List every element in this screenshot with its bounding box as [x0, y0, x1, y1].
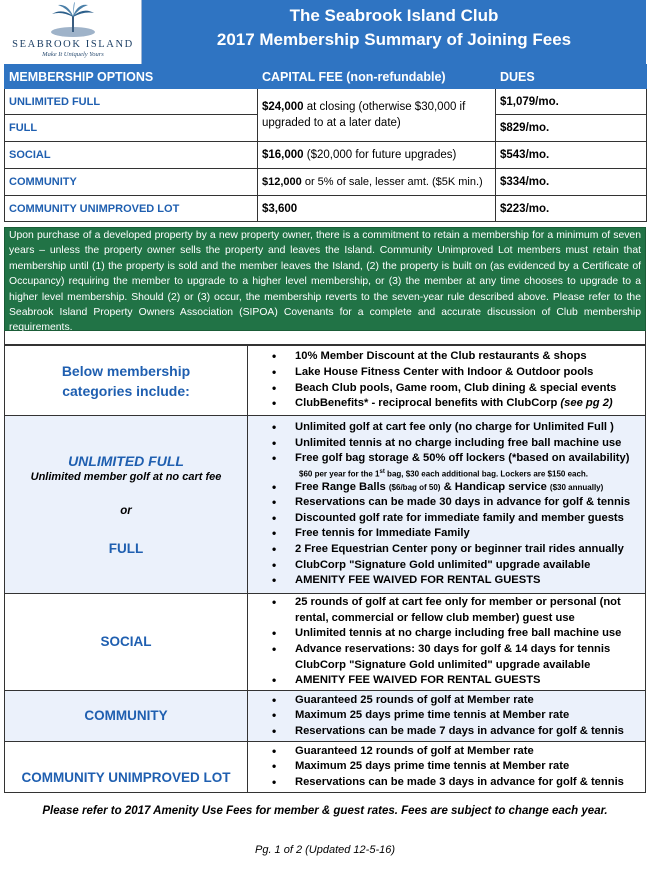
col-header-options: MEMBERSHIP OPTIONS	[5, 65, 258, 89]
list-item: • Maximum 25 days prime time tennis at Member rate	[295, 759, 645, 775]
table-row	[5, 89, 647, 115]
fee-detail: ($20,000 for future upgrades)	[303, 149, 457, 161]
full-list	[248, 420, 645, 589]
social-cell	[5, 594, 248, 691]
list-item: • Unlimited golf at cart fee only (no charge for Unlimited Full )	[295, 420, 645, 436]
dues-social: $543/mo.	[496, 142, 647, 169]
intro-list	[248, 349, 645, 411]
list-item: • Reservations can be made 30 days in advance for golf & tennis	[295, 495, 645, 511]
intro-benefits	[248, 346, 646, 416]
fee-social	[258, 142, 496, 169]
list-item: • Guaranteed 25 rounds of golf at Member rate	[295, 693, 645, 709]
list-item: • Reservations can be made 7 days in advance for golf & tennis	[295, 724, 645, 740]
label-community-unimproved: COMMUNITY UNIMPROVED LOT	[21, 770, 231, 785]
benefits-row-community	[5, 691, 646, 742]
spacer-row	[4, 331, 646, 345]
list-item	[295, 480, 645, 496]
note-sup: st	[379, 468, 385, 475]
page-subtitle: 2017 Membership Summary of Joining Fees	[216, 30, 572, 49]
community-list	[248, 693, 645, 740]
list-item: • Free tennis for Immediate Family	[295, 526, 645, 542]
locker-note	[295, 467, 645, 480]
intro-label: Below membership categories include:	[61, 362, 191, 399]
full-benefits	[248, 416, 646, 594]
footer-note: Please refer to 2017 Amenity Use Fees for member & guest rates. Fees are subject to change each year.	[42, 805, 608, 817]
dues-community-unimproved-lot: $223/mo.	[496, 196, 647, 222]
fee-detail: at closing (otherwise $30,000 if upgraded to at a later date)	[262, 101, 466, 129]
item-small: ($6/bag of 50)	[388, 482, 441, 492]
list-item: • Lake House Fitness Center with Indoor & Outdoor pools	[295, 365, 645, 381]
list-item: • Maximum 25 days prime time tennis at Member rate	[295, 708, 645, 724]
benefits-row-full	[5, 416, 646, 594]
list-item: • Discounted golf rate for immediate family and member guests	[295, 511, 645, 527]
list-item	[295, 396, 645, 412]
option-social: SOCIAL	[5, 142, 258, 169]
fees-header-row	[5, 65, 647, 89]
label-or: or	[120, 504, 132, 517]
benefits-table	[4, 345, 646, 793]
list-item: • 10% Member Discount at the Club restaurants & shops	[295, 349, 645, 365]
option-community: COMMUNITY	[5, 169, 258, 196]
header-banner	[4, 0, 646, 64]
col-header-dues: DUES	[496, 65, 647, 89]
page-title: The Seabrook Island Club	[289, 6, 499, 25]
fee-amount: $3,600	[262, 202, 298, 215]
benefits-row-intro	[5, 346, 646, 416]
note-text: $60 per year for the 1	[299, 469, 380, 479]
unimproved-cell	[5, 742, 248, 793]
list-item-continued: ClubCorp "Signature Gold unlimited" upgrade available	[295, 658, 591, 671]
table-row	[5, 169, 647, 196]
fee-amount: $12,000	[262, 176, 302, 188]
list-item: • 2 Free Equestrian Center pony or beginner trail rides annually	[295, 542, 645, 558]
list-item: • Reservations can be made 3 days in advance for golf & tennis	[295, 775, 645, 791]
fee-detail: or 5% of sale, lesser amt. ($5K min.)	[301, 176, 483, 188]
label-unlimited-sub: Unlimited member golf at no cart fee	[30, 470, 222, 483]
list-item: • Unlimited tennis at no charge including free ball machine use	[295, 626, 645, 642]
dues-full: $829/mo.	[496, 115, 647, 142]
page-number: Pg. 1 of 2 (Updated 12-5-16)	[254, 844, 396, 856]
fee-amount: $24,000	[262, 101, 304, 113]
fees-table	[4, 64, 647, 222]
fee-community-unimproved-lot	[258, 196, 496, 222]
list-item: • Unlimited tennis at no charge including free ball machine use	[295, 436, 645, 452]
list-item: • AMENITY FEE WAIVED FOR RENTAL GUESTS	[295, 673, 645, 689]
table-row	[5, 196, 647, 222]
fee-amount: $16,000	[262, 149, 304, 161]
logo-tagline: Make It Uniquely Yours	[42, 51, 104, 58]
logo-name: SEABROOK ISLAND	[12, 39, 134, 50]
social-benefits	[248, 594, 646, 691]
label-social: SOCIAL	[100, 634, 152, 649]
intro-cell	[5, 346, 248, 416]
list-item: • Beach Club pools, Game room, Club dining & special events	[295, 381, 645, 397]
label-unlimited-full: UNLIMITED FULL	[68, 452, 184, 469]
option-community-unimproved-lot: COMMUNITY UNIMPROVED LOT	[5, 196, 258, 222]
club-logo	[4, 0, 142, 64]
full-cell	[5, 416, 248, 594]
list-item: • ClubCorp "Signature Gold unlimited" upgrade available	[295, 558, 645, 574]
community-benefits	[248, 691, 646, 742]
option-unlimited-full: UNLIMITED FULL	[5, 89, 258, 115]
item-text: ClubBenefits* - reciprocal benefits with ClubCorp	[295, 397, 561, 410]
list-item: • AMENITY FEE WAIVED FOR RENTAL GUESTS	[295, 573, 645, 589]
col-header-capital-fee: CAPITAL FEE (non-refundable)	[258, 65, 496, 89]
community-cell	[5, 691, 248, 742]
palm-icon	[44, 2, 102, 40]
item-text: & Handicap service	[440, 480, 550, 493]
label-full: FULL	[108, 540, 144, 556]
list-item: • Free golf bag storage & 50% off lockers (*based on availability)	[295, 451, 645, 467]
fee-unlimited-full-and-full	[258, 89, 496, 142]
benefits-row-unimproved	[5, 742, 646, 793]
dues-community: $334/mo.	[496, 169, 647, 196]
label-community: COMMUNITY	[84, 708, 168, 723]
list-item: • 25 rounds of golf at cart fee only for member or personal (not rental, commercial or fellow club member) guest use	[295, 595, 645, 626]
social-list	[248, 595, 645, 689]
unimproved-list	[248, 744, 645, 791]
item-small: ($30 annually)	[549, 482, 604, 492]
table-row	[5, 142, 647, 169]
note-text: bag, $30 each additional bag. Lockers are $150 each.	[384, 469, 589, 479]
list-item: • Guaranteed 12 rounds of golf at Member rate	[295, 744, 645, 760]
option-full: FULL	[5, 115, 258, 142]
item-note: (see pg 2)	[560, 397, 613, 410]
list-item: • Advance reservations: 30 days for golf & 14 days for tennis	[295, 642, 645, 658]
item-text: Free Range Balls	[295, 480, 389, 493]
membership-notice: Upon purchase of a developed property by a new property owner, there is a commitment to retain a membership for a minimum of seven years – unless the property owner sells the property and leaves the Island. Community Unimproved Lot members must retain that membership until (1) the property is sold and the member leaves the Island, (2) the property is built on (as evidenced by a Certificate of Occupancy) requiring the member to upgrade to a higher level membership, or (3) the member at any time chooses to upgrade to a higher level membership. Should (2) or (3) occur, the membership reverts to the seven-year rule described above. Please refer to the Seabrook Island Property Owners Association (SIPOA) Covenants for a complete and accurate discussion of Club membership requirements.	[4, 227, 646, 331]
unimproved-benefits	[248, 742, 646, 793]
dues-unlimited-full: $1,079/mo.	[496, 89, 647, 115]
benefits-row-social	[5, 594, 646, 691]
fee-community	[258, 169, 496, 196]
